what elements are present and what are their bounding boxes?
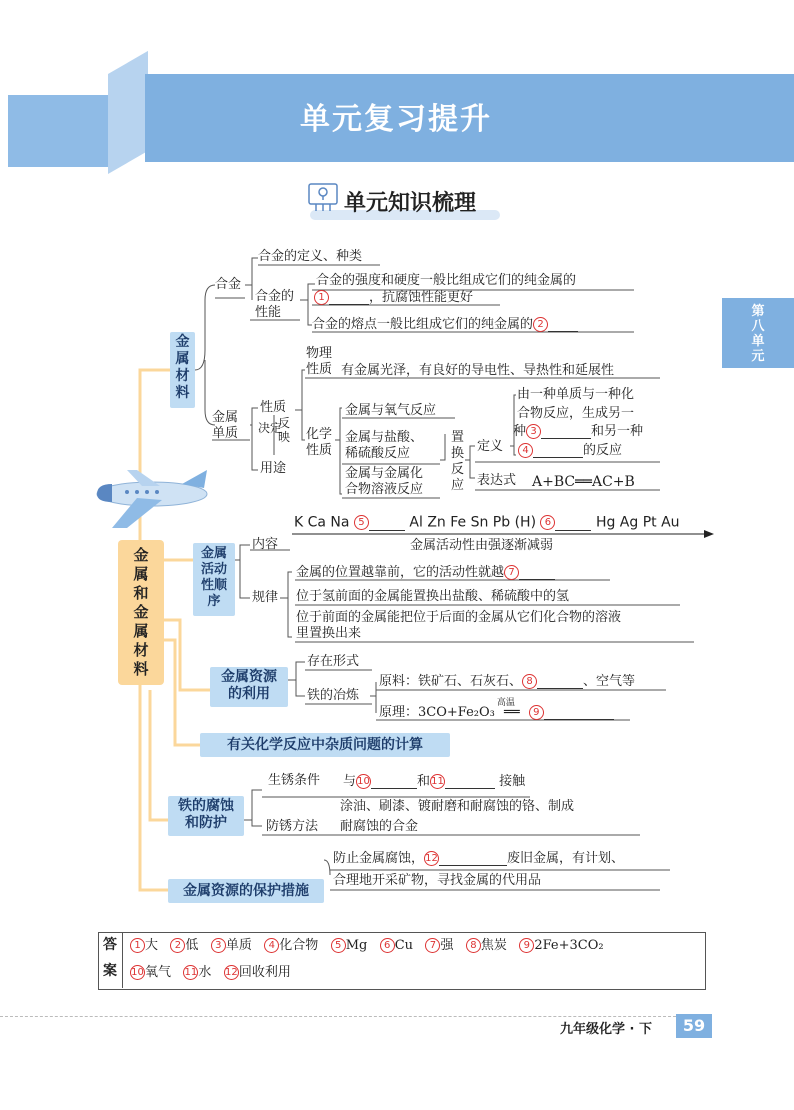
rust-contact: 接触: [499, 774, 526, 789]
rust-yu: 与: [343, 774, 357, 789]
rust-conditions: [343, 774, 525, 789]
central-char: 材: [133, 641, 149, 659]
blank-marker-6: 6: [540, 515, 555, 530]
answer-num: 1: [130, 938, 145, 953]
blank-8[interactable]: [537, 688, 583, 689]
section-title: 单元知识梳理: [344, 191, 477, 216]
answer-num: 6: [380, 938, 395, 953]
answer-num: 11: [184, 967, 198, 978]
protection-l1: [333, 851, 624, 866]
central-char: 金: [133, 546, 149, 564]
physical-l2: 性质: [306, 362, 333, 377]
answer-num: 9: [519, 938, 534, 953]
raw-materials-a: 原料：铁矿石、石灰石、: [379, 674, 523, 689]
box-char: 属: [175, 351, 190, 367]
answer-head-char: 案: [103, 963, 117, 979]
alloy-perf2-text: 合金的熔点一般比组成它们的纯金属的: [312, 317, 534, 332]
rule-3-l2: 里置换出来: [296, 626, 362, 641]
alloy-perf1-b-text: ，抗腐蚀性能更好: [369, 290, 474, 305]
banner-title: 单元复习提升: [300, 102, 492, 137]
smelting-principle: [379, 698, 614, 720]
blank-12[interactable]: [439, 865, 507, 866]
blank-1[interactable]: [329, 304, 369, 305]
def-line1: 由一种单质与一种化: [517, 387, 635, 402]
blank-marker-7: 7: [504, 565, 519, 580]
footer-book-title: 九年级化学 · 下: [560, 1022, 652, 1037]
box-line: 的利用: [228, 686, 270, 702]
activity-series-line: [294, 515, 680, 531]
answer-num: 12: [224, 967, 238, 978]
central-topic[interactable]: [118, 540, 164, 685]
def-line4: [518, 443, 622, 458]
central-char: 金: [133, 603, 149, 621]
iron-smelting: 铁的冶炼: [307, 688, 360, 703]
blank-9[interactable]: [544, 719, 614, 720]
answer-item: Cu: [394, 938, 414, 953]
def-line2: 合物反应，生成另一: [517, 406, 635, 421]
sidetab-char: 单: [751, 334, 765, 349]
raw-materials: [379, 674, 635, 689]
protection-l1b: 废旧金属，有计划、: [507, 851, 625, 866]
answer-num: 7: [425, 938, 440, 953]
protection-l2: 合理地开采矿物，寻找金属的代用品: [333, 873, 542, 888]
blank-marker-5: 5: [354, 515, 369, 530]
alloy-perf1-b: [314, 290, 473, 305]
chemical-l1: 化学: [306, 427, 333, 442]
alloy-perf-label-l1: 合金的: [255, 289, 295, 304]
box-line: 和防护: [185, 815, 227, 831]
blank-4[interactable]: [533, 457, 583, 458]
topic-activity-series[interactable]: [193, 543, 235, 616]
react-oxygen: 金属与氧气反应: [345, 403, 437, 418]
answer-item: 化合物: [279, 938, 319, 953]
answer-num: 4: [264, 938, 279, 953]
answer-head-char: 答: [103, 937, 117, 953]
double-arrow: [271, 415, 277, 455]
sidetab-char: 第: [751, 304, 765, 319]
answer-item: 焦炭: [480, 938, 507, 953]
series-part-b: Al Zn Fe Sn Pb (H): [409, 514, 537, 531]
alloy-perf-label-l2: 性能: [255, 305, 282, 320]
box-char: 材: [175, 368, 190, 384]
answer-item: 大: [145, 938, 159, 953]
box-line: 活动: [200, 562, 227, 577]
box-line: 金属: [200, 546, 227, 561]
box-char: 料: [175, 385, 190, 401]
answers-row-1: [130, 938, 604, 953]
box-line: 金属资源: [221, 669, 277, 685]
box-line: 序: [207, 594, 221, 609]
react-salt-l2: 合物溶液反应: [345, 482, 424, 497]
general-formula: A+BC══AC+B: [532, 474, 635, 490]
def-l3b: 和另一种: [591, 424, 644, 439]
expression-label: 表达式: [477, 473, 517, 488]
answer-num: 8: [466, 938, 481, 953]
metal-element-l2: 单质: [212, 426, 239, 441]
answer-item: Mg: [345, 938, 368, 953]
answer-num: 10: [131, 967, 144, 978]
box-char: 金: [175, 334, 190, 350]
def-line3: [513, 424, 643, 439]
raw-materials-b: 、空气等: [583, 674, 636, 689]
react-acid-l1: 金属与盐酸、: [345, 430, 424, 445]
topic-resource-use[interactable]: [210, 667, 288, 707]
rule-1: [296, 565, 555, 580]
answer-item: 2Fe+3CO₂: [534, 938, 604, 953]
footer-rule: [0, 1016, 676, 1017]
box-line: 性顺: [200, 578, 227, 593]
answer-header: [98, 932, 123, 988]
definition-label: 定义: [477, 439, 504, 454]
blank-marker-1: 1: [314, 290, 329, 305]
blank-marker-9: 9: [529, 705, 544, 720]
answer-num: 5: [331, 938, 346, 953]
central-char: 和: [133, 584, 149, 602]
alloy-definition: 合金的定义、种类: [258, 249, 363, 264]
displacement-label: 置换反应: [451, 430, 465, 493]
blank-6[interactable]: [555, 530, 591, 531]
def-l4b: 的反应: [583, 443, 623, 458]
answers-row-2: [130, 965, 291, 980]
chemical-l2: 性质: [306, 443, 333, 458]
answer-item: 氧气: [145, 965, 172, 980]
metal-element-l1: 金属: [212, 410, 239, 425]
property-label: 性质: [260, 400, 287, 415]
central-char: 属: [133, 565, 149, 583]
existence-form: 存在形式: [307, 654, 360, 669]
physical-text: 有金属光泽，有良好的导电性、导热性和延展性: [341, 363, 615, 378]
blank-3[interactable]: [541, 438, 591, 439]
rust-conditions-label: 生锈条件: [268, 773, 321, 788]
usage-label: 用途: [260, 461, 287, 476]
content-label: 内容: [252, 537, 279, 552]
rule-2: 位于氢前面的金属能置换出盐酸、稀硫酸中的氢: [296, 589, 570, 604]
blank-marker-3: 3: [526, 424, 541, 439]
topic-impurity-calc[interactable]: 有关化学反应中杂质问题的计算: [200, 733, 450, 757]
blank-marker-10: 10: [357, 776, 370, 787]
topic-resource-protection[interactable]: 金属资源的保护措施: [168, 879, 324, 903]
blank-marker-12: 12: [425, 853, 438, 864]
page-number: 59: [676, 1014, 712, 1038]
physical-l1: 物理: [306, 346, 333, 361]
blank-marker-8: 8: [522, 674, 537, 689]
airplane-icon: [82, 462, 212, 537]
rule-1-text: 金属的位置越靠前，它的活动性就越: [296, 565, 505, 580]
answer-num: 2: [170, 938, 185, 953]
activity-arrow-label: 金属活动性由强逐渐减弱: [410, 538, 554, 553]
blank-7[interactable]: [519, 579, 555, 580]
reflect-label: 反映: [278, 416, 291, 444]
rust-prevention-label: 防锈方法: [266, 819, 319, 834]
answer-item: 单质: [225, 938, 252, 953]
blank-marker-11: 11: [431, 776, 444, 787]
determine-label: 决定: [258, 421, 283, 435]
rust-he: 和: [417, 774, 431, 789]
answer-num: 3: [211, 938, 226, 953]
rule-label: 规律: [252, 590, 279, 605]
blank-5[interactable]: [369, 530, 405, 531]
central-char: 属: [133, 622, 149, 640]
alloy-perf2: [312, 317, 578, 332]
topic-iron-corrosion[interactable]: [168, 796, 244, 836]
sidetab-char: 元: [751, 349, 765, 364]
alloy-label: 合金: [215, 277, 242, 292]
high-temp-label: 高温: [496, 698, 515, 708]
def-l3a: 种: [513, 424, 527, 439]
alloy-perf1-a: 合金的强度和硬度一般比组成它们的纯金属的: [316, 273, 577, 288]
react-salt-l1: 金属与金属化: [345, 466, 424, 481]
central-char: 料: [133, 660, 149, 678]
rule-3-l1: 位于前面的金属能把位于后面的金属从它们化合物的溶液: [296, 610, 622, 625]
series-part-c: Hg Ag Pt Au: [595, 514, 680, 531]
sidetab-char: 八: [751, 319, 765, 334]
blank-marker-4: 4: [518, 443, 533, 458]
protection-l1a: 防止金属腐蚀，: [333, 851, 425, 866]
series-part-a: K Ca Na: [294, 514, 350, 531]
answer-item: 低: [185, 938, 199, 953]
high-temp-condition: 高温 ══: [496, 698, 520, 720]
method-l2: 耐腐蚀的合金: [340, 819, 419, 834]
answer-item: 回收利用: [238, 965, 291, 980]
react-acid-l2: 稀硫酸反应: [345, 446, 411, 461]
blank-2[interactable]: [548, 331, 578, 332]
blank-10[interactable]: [371, 788, 417, 789]
answer-item: 强: [440, 938, 454, 953]
method-l1: 涂油、刷漆、镀耐磨和耐腐蚀的铬、制成: [340, 799, 575, 814]
principle-a: 原理：3CO+Fe₂O₃: [379, 705, 495, 720]
blank-marker-2: 2: [533, 317, 548, 332]
box-line: 铁的腐蚀: [178, 798, 234, 814]
topic-metal-materials[interactable]: [170, 332, 195, 408]
answer-item: 水: [198, 965, 212, 980]
blank-11[interactable]: [445, 788, 495, 789]
